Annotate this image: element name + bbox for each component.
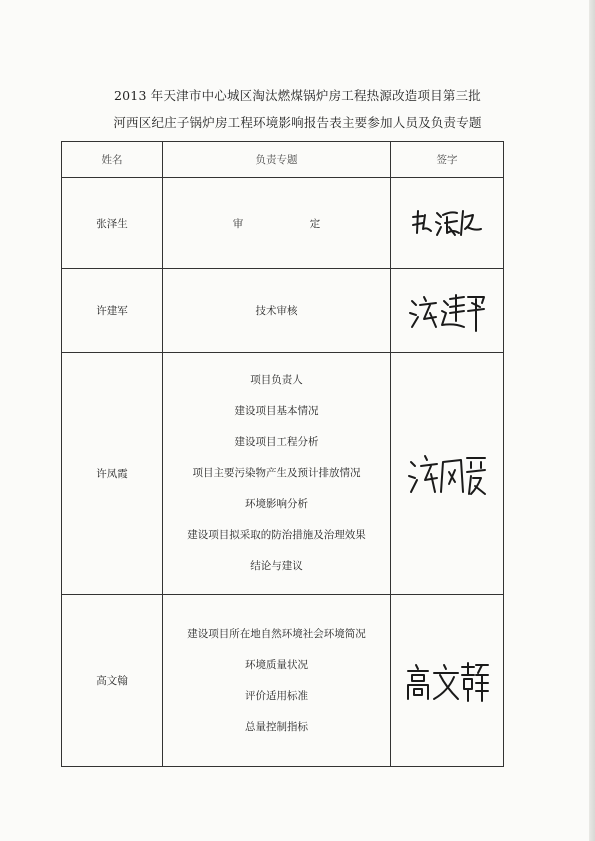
table-header-row bbox=[62, 142, 504, 178]
document-title-line-1: 2013 年天津市中心城区淘汰燃煤锅炉房工程热源改造项目第三批 bbox=[114, 88, 481, 103]
person-name: 张泽生 bbox=[62, 178, 163, 269]
topic-cell bbox=[163, 178, 391, 269]
topic-item: 项目负责人 bbox=[250, 374, 303, 386]
signature-cell bbox=[391, 178, 504, 269]
topic-item: 建设项目工程分析 bbox=[234, 436, 319, 448]
topic-item: 环境影响分析 bbox=[245, 498, 308, 510]
topic-item: 审 定 bbox=[232, 217, 349, 230]
table-row bbox=[62, 595, 504, 767]
topic-item: 结论与建议 bbox=[250, 560, 303, 572]
topic-cell bbox=[163, 269, 391, 353]
personnel-table bbox=[61, 141, 504, 767]
table-row bbox=[62, 178, 504, 269]
handwritten-signature bbox=[404, 659, 490, 703]
topic-item: 技术审核 bbox=[255, 305, 298, 317]
table-row bbox=[62, 353, 504, 595]
topic-cell bbox=[163, 595, 391, 767]
handwritten-signature bbox=[407, 203, 487, 243]
handwritten-signature bbox=[405, 448, 489, 500]
topic-item: 评价适用标准 bbox=[245, 689, 308, 702]
signature-cell bbox=[391, 269, 504, 353]
table-row bbox=[62, 269, 504, 353]
topic-cell bbox=[163, 353, 391, 595]
header-name: 姓名 bbox=[62, 142, 163, 178]
header-topic: 负责专题 bbox=[163, 142, 391, 178]
person-name: 许凤霞 bbox=[62, 353, 163, 595]
header-signature: 签字 bbox=[391, 142, 504, 178]
document-title-line-2: 河西区纪庄子锅炉房工程环境影响报告表主要参加人员及负责专题 bbox=[113, 115, 482, 130]
topic-item: 建设项目拟采取的防治措施及治理效果 bbox=[187, 529, 366, 541]
topic-item: 总量控制指标 bbox=[245, 720, 308, 733]
topic-item: 建设项目所在地自然环境社会环境简况 bbox=[187, 627, 366, 640]
person-name: 高文翰 bbox=[62, 595, 163, 767]
topic-item: 建设项目基本情况 bbox=[234, 405, 319, 417]
signature-cell bbox=[391, 353, 504, 595]
topic-list bbox=[163, 619, 390, 743]
signature-cell bbox=[391, 595, 504, 767]
topic-item: 环境质量状况 bbox=[245, 658, 308, 671]
topic-list bbox=[163, 365, 390, 582]
handwritten-signature bbox=[406, 289, 488, 333]
topic-item: 项目主要污染物产生及预计排放情况 bbox=[192, 467, 361, 479]
person-name: 许建军 bbox=[62, 269, 163, 353]
